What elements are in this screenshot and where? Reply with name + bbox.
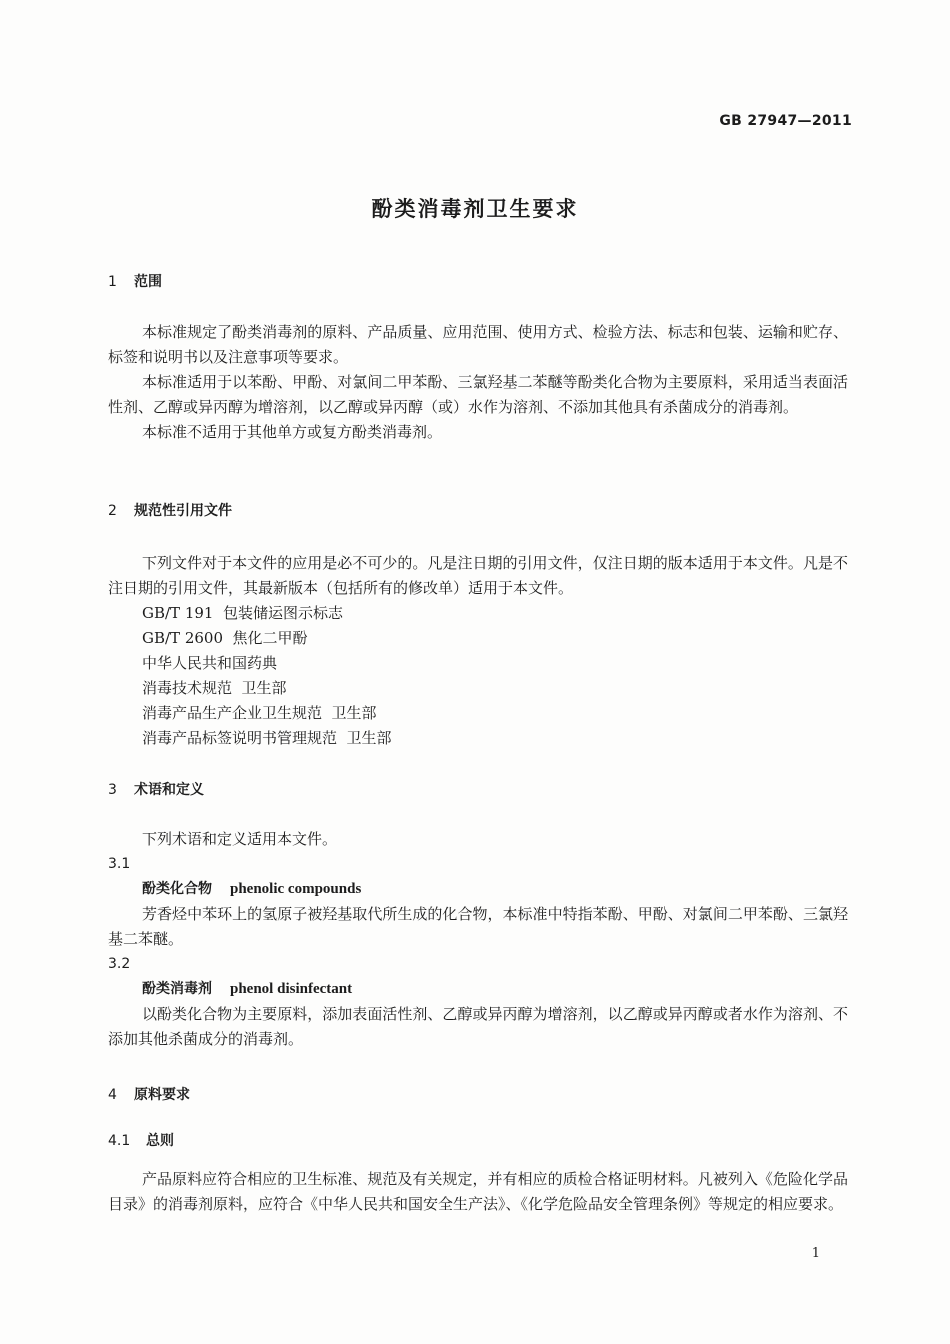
- section-title: 规范性引用文件: [134, 503, 232, 519]
- term-chinese: 酚类化合物: [142, 881, 212, 897]
- term-definition: 芳香烃中苯环上的氢原子被羟基取代所生成的化合物，本标准中特指苯酚、甲酚、对氯间二甲苯酚、三氯羟基二苯醚。: [108, 905, 848, 948]
- section-2-body: [108, 551, 848, 751]
- standard-number: GB 27947—2011: [719, 113, 852, 129]
- reference-item: 消毒产品标签说明书管理规范 卫生部: [142, 729, 392, 747]
- section-title: 范围: [134, 274, 162, 290]
- section-4-heading: [108, 1084, 848, 1104]
- section-title: 术语和定义: [134, 782, 204, 798]
- subsection-number: 4.1: [108, 1133, 131, 1149]
- clause-number: 3.1: [108, 856, 131, 872]
- section-number: 4: [108, 1087, 117, 1103]
- term-english: phenol disinfectant: [230, 981, 353, 997]
- paragraph: 下列术语和定义适用本文件。: [142, 830, 338, 848]
- paragraph: 本标准不适用于其他单方或复方酚类消毒剂。: [142, 423, 443, 441]
- paragraph: 产品原料应符合相应的卫生标准、规范及有关规定，并有相应的质检合格证明材料。凡被列入《危险化学品目录》的消毒剂原料，应符合《中华人民共和国安全生产法》、《化学危险品安全管理条例》等规定的相应要求。: [108, 1170, 848, 1213]
- subsection-4-1-body: [108, 1167, 848, 1217]
- term-heading: [108, 877, 848, 902]
- subsection-title: 总则: [146, 1133, 174, 1149]
- reference-item: 消毒技术规范 卫生部: [142, 679, 287, 697]
- subsection-4-1-heading: [108, 1130, 848, 1150]
- reference-item: GB/T 2600 焦化二甲酚: [142, 629, 308, 647]
- paragraph: 本标准规定了酚类消毒剂的原料、产品质量、应用范围、使用方式、检验方法、标志和包装、运输和贮存、标签和说明书以及注意事项等要求。: [108, 323, 848, 366]
- term-definition: 以酚类化合物为主要原料，添加表面活性剂、乙醇或异丙醇为增溶剂，以乙醇或异丙醇或者水作为溶剂、不添加其他杀菌成分的消毒剂。: [108, 1005, 848, 1048]
- section-1-body: [108, 320, 848, 445]
- term-chinese: 酚类消毒剂: [142, 981, 212, 997]
- section-number: 1: [108, 274, 117, 290]
- section-number: 3: [108, 782, 117, 798]
- reference-item: 中华人民共和国药典: [142, 654, 278, 672]
- page-number: 1: [811, 1246, 820, 1261]
- document-title: 酚类消毒剂卫生要求: [371, 197, 579, 221]
- section-3-heading: [108, 779, 848, 799]
- clause-number: 3.2: [108, 956, 131, 972]
- section-3-body: [108, 827, 848, 1052]
- term-english: phenolic compounds: [230, 881, 362, 897]
- paragraph: 下列文件对于本文件的应用是必不可少的。凡是注日期的引用文件，仅注日期的版本适用于本文件。凡是不注日期的引用文件，其最新版本（包括所有的修改单）适用于本文件。: [108, 554, 848, 597]
- section-number: 2: [108, 503, 117, 519]
- paragraph: 本标准适用于以苯酚、甲酚、对氯间二甲苯酚、三氯羟基二苯醚等酚类化合物为主要原料，采用适当表面活性剂、乙醇或异丙醇为增溶剂，以乙醇或异丙醇（或）水作为溶剂、不添加其他具有杀菌成分的消毒剂。: [108, 373, 848, 416]
- reference-item: 消毒产品生产企业卫生规范 卫生部: [142, 704, 377, 722]
- term-heading: [108, 977, 848, 1002]
- section-1-heading: [108, 271, 848, 291]
- section-2-heading: [108, 500, 848, 520]
- section-title: 原料要求: [134, 1087, 190, 1103]
- reference-item: GB/T 191 包装储运图示标志: [142, 604, 343, 622]
